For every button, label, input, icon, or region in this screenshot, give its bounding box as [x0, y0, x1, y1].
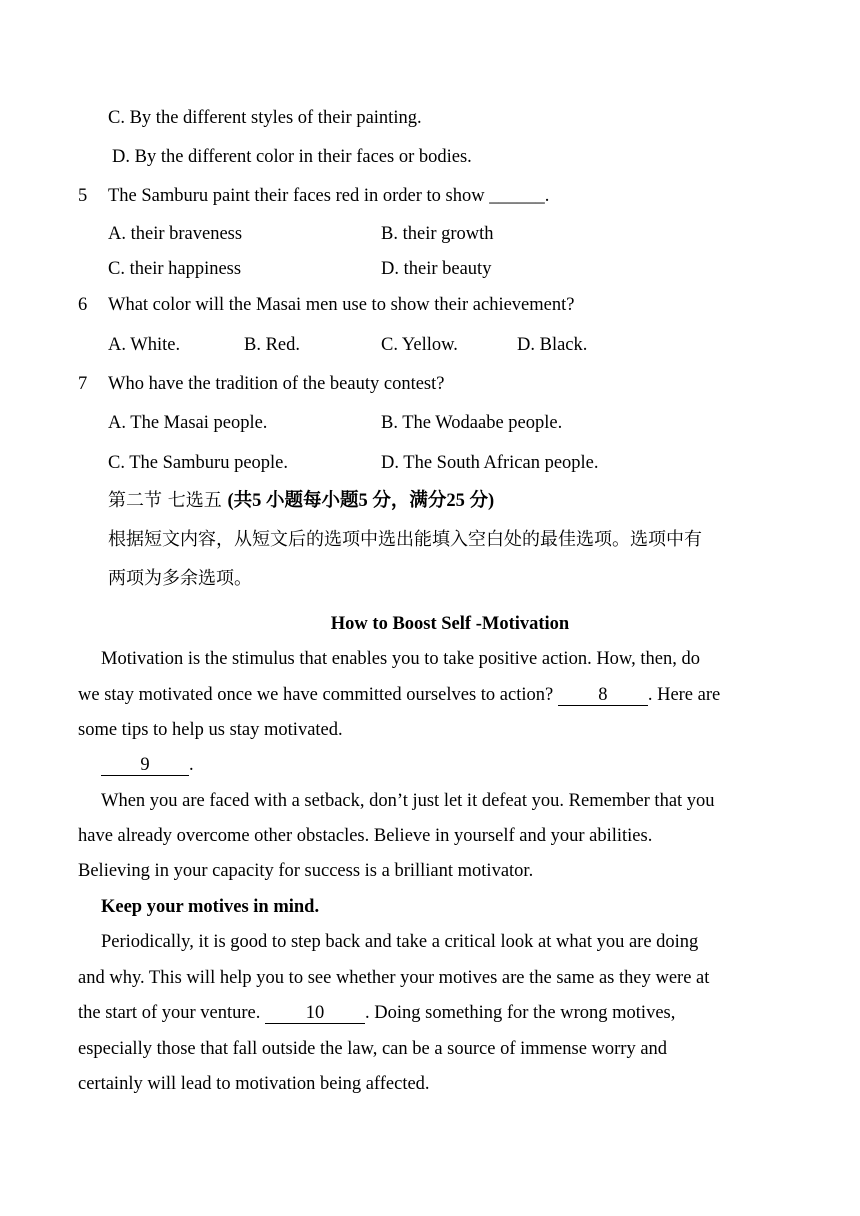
q5-option-d: D. their beauty [381, 259, 492, 279]
q7-number: 7 [78, 374, 88, 394]
q4-option-c: C. By the different styles of their painting. [108, 108, 422, 128]
p2-line1: When you are faced with a setback, don’t just let it defeat you. Remember that you [101, 791, 715, 811]
p1-line2-text: we stay motivated once we have committed ourselves to action? [78, 685, 558, 705]
q5-option-c: C. their happiness [108, 259, 242, 279]
q5-number: 5 [78, 186, 88, 206]
q6-option-a: A. White. [108, 335, 181, 355]
blank-9: 9 [101, 755, 189, 776]
p3-line3-text: the start of your venture. [78, 1003, 265, 1023]
q7-option-b: B. The Wodaabe people. [381, 413, 563, 433]
q7-stem: Who have the tradition of the beauty contest? [108, 374, 445, 394]
q6-option-d: D. Black. [517, 335, 588, 355]
p1-line3: some tips to help us stay motivated. [78, 720, 343, 740]
subheading-keep-motives: Keep your motives in mind. [101, 897, 320, 917]
q6-option-b: B. Red. [244, 335, 301, 355]
section-instruction-line2: 两项为多余选项。 [108, 568, 252, 589]
q5-option-b: B. their growth [381, 224, 494, 244]
p2-line3: Believing in your capacity for success is a brilliant motivator. [78, 861, 534, 881]
q5-option-a: A. their braveness [108, 224, 243, 244]
p1-line2-end: . Here are [647, 685, 721, 705]
section-heading [108, 490, 494, 512]
p3-line3-end: . Doing something for the wrong motives, [365, 1003, 676, 1023]
p1-line2 [78, 684, 720, 706]
q6-number: 6 [78, 295, 88, 315]
passage-title: How to Boost Self -Motivation [330, 614, 570, 634]
q6-stem: What color will the Masai men use to show their achievement? [108, 295, 575, 315]
p2-line2: have already overcome other obstacles. Believe in yourself and your abilities. [78, 826, 653, 846]
q6-option-c: C. Yellow. [381, 335, 458, 355]
section-instruction-line1: 根据短文内容，从短文后的选项中选出能填入空白处的最佳选项。选项中有 [108, 529, 702, 550]
q7-option-a: A. The Masai people. [108, 413, 268, 433]
p3-line2: and why. This will help you to see whether your motives are the same as they were at [78, 968, 710, 988]
q7-option-c: C. The Samburu people. [108, 453, 289, 473]
p3-line5: certainly will lead to motivation being affected. [78, 1074, 430, 1094]
p3-line1: Periodically, it is good to step back and take a critical look at what you are doing [101, 932, 699, 952]
blank-9-line [101, 754, 194, 776]
q5-stem: The Samburu paint their faces red in order to show ______. [108, 186, 550, 206]
blank-10: 10 [265, 1003, 365, 1024]
blank-9-period: . [189, 755, 194, 775]
section-heading-score: (共5 小题每小题5 分，满分25 分) [227, 491, 495, 511]
q7-option-d: D. The South African people. [381, 453, 599, 473]
p3-line4: especially those that fall outside the law, can be a source of immense worry and [78, 1039, 668, 1059]
p1-line1: Motivation is the stimulus that enables you to take positive action. How, then, do [101, 649, 700, 669]
section-heading-title: 第二节 七选五 [108, 490, 228, 511]
blank-8: 8 [558, 685, 648, 706]
p3-line3 [78, 1002, 675, 1024]
q4-option-d: D. By the different color in their faces or bodies. [112, 147, 472, 167]
